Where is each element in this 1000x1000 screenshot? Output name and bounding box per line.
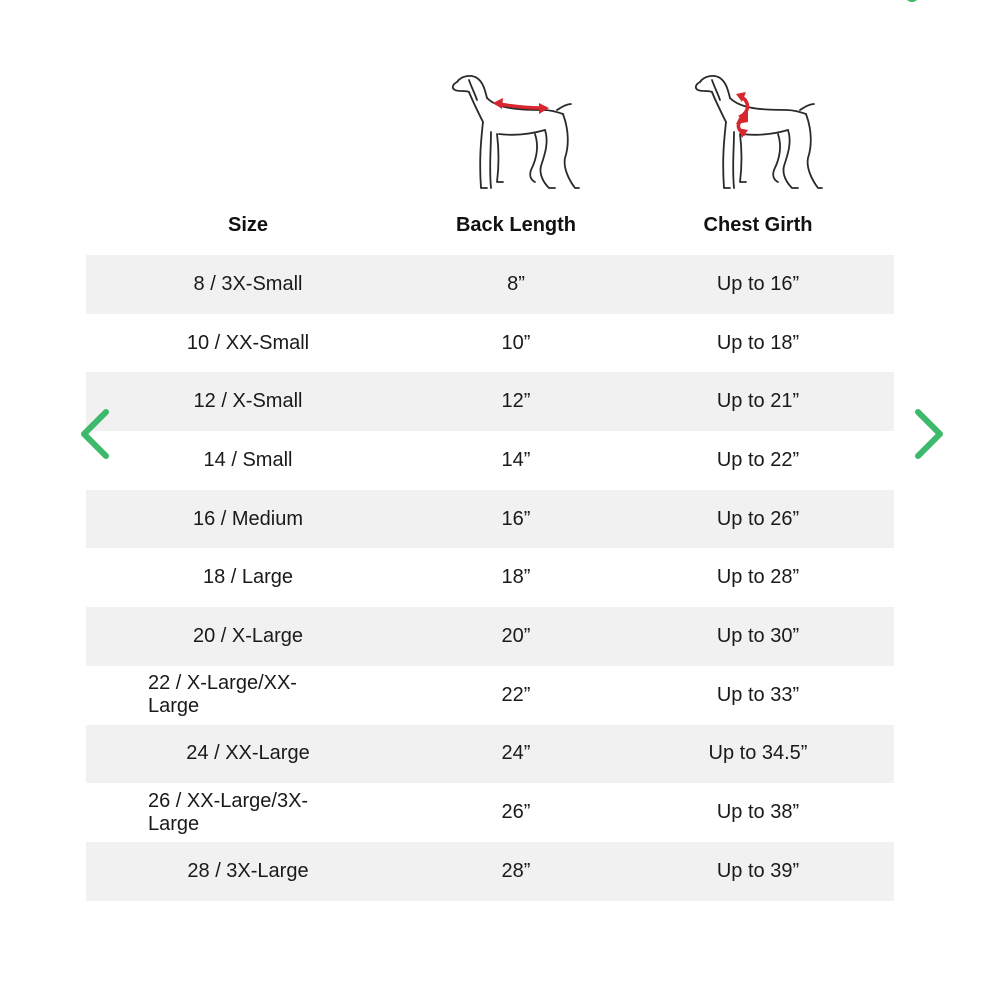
header-chest-girth: Chest Girth [703,214,813,236]
back-length-cell: 20” [501,624,531,647]
dog-chest-girth-measure-icon [688,70,828,195]
back-length-cell: 24” [501,742,531,765]
back-length-cell: 16” [501,507,531,530]
size-chart-table [86,255,894,901]
chest-girth-cell: Up to 33” [716,683,800,706]
back-length-cell: 12” [501,390,531,413]
chest-girth-cell: Up to 21” [716,390,800,413]
chest-girth-cell: Up to 22” [716,448,800,471]
header-size: Size [227,214,269,236]
table-row [86,548,894,607]
chest-girth-cell: Up to 18” [716,331,800,354]
size-cell: 12 / X-Small [193,390,303,413]
size-cell: 20 / X-Large [192,624,304,647]
chest-girth-cell: Up to 30” [716,624,800,647]
table-row [86,431,894,490]
table-row [86,842,894,901]
table-row [86,255,894,314]
back-length-cell: 28” [501,859,531,882]
chest-girth-cell: Up to 26” [716,507,800,530]
prev-slide-button[interactable] [76,408,116,460]
back-length-cell: 8” [507,272,525,295]
corner-accent-mark [905,0,919,2]
next-slide-button[interactable] [908,408,948,460]
table-row [86,607,894,666]
chest-girth-cell: Up to 28” [716,566,800,589]
back-length-cell: 10” [501,331,531,354]
table-row [86,490,894,549]
size-cell: 18 / Large [202,566,294,589]
table-row [86,314,894,373]
chevron-right-icon [908,408,948,460]
back-length-cell: 18” [501,566,531,589]
size-cell: 8 / 3X-Small [193,272,303,295]
back-length-cell: 26” [501,801,531,824]
table-row [86,372,894,431]
table-row [86,666,894,725]
size-cell: 10 / XX-Small [186,331,310,354]
size-cell: 26 / XX-Large/3X-Large [148,789,309,835]
table-row [86,725,894,784]
dog-back-length-measure-icon [445,70,585,195]
back-length-cell: 22” [501,683,531,706]
size-cell: 22 / X-Large/XX-Large [148,672,297,718]
chest-girth-cell: Up to 38” [716,801,800,824]
size-cell: 14 / Small [203,448,293,471]
chest-girth-cell: Up to 16” [716,272,800,295]
size-cell: 24 / XX-Large [186,742,310,765]
size-cell: 16 / Medium [192,507,304,530]
chest-girth-cell: Up to 34.5” [708,742,808,765]
chest-girth-cell: Up to 39” [716,859,800,882]
chevron-left-icon [76,408,116,460]
back-length-cell: 14” [501,448,531,471]
size-cell: 28 / 3X-Large [187,859,309,882]
header-back-length: Back Length [455,214,577,236]
table-row [86,783,894,842]
